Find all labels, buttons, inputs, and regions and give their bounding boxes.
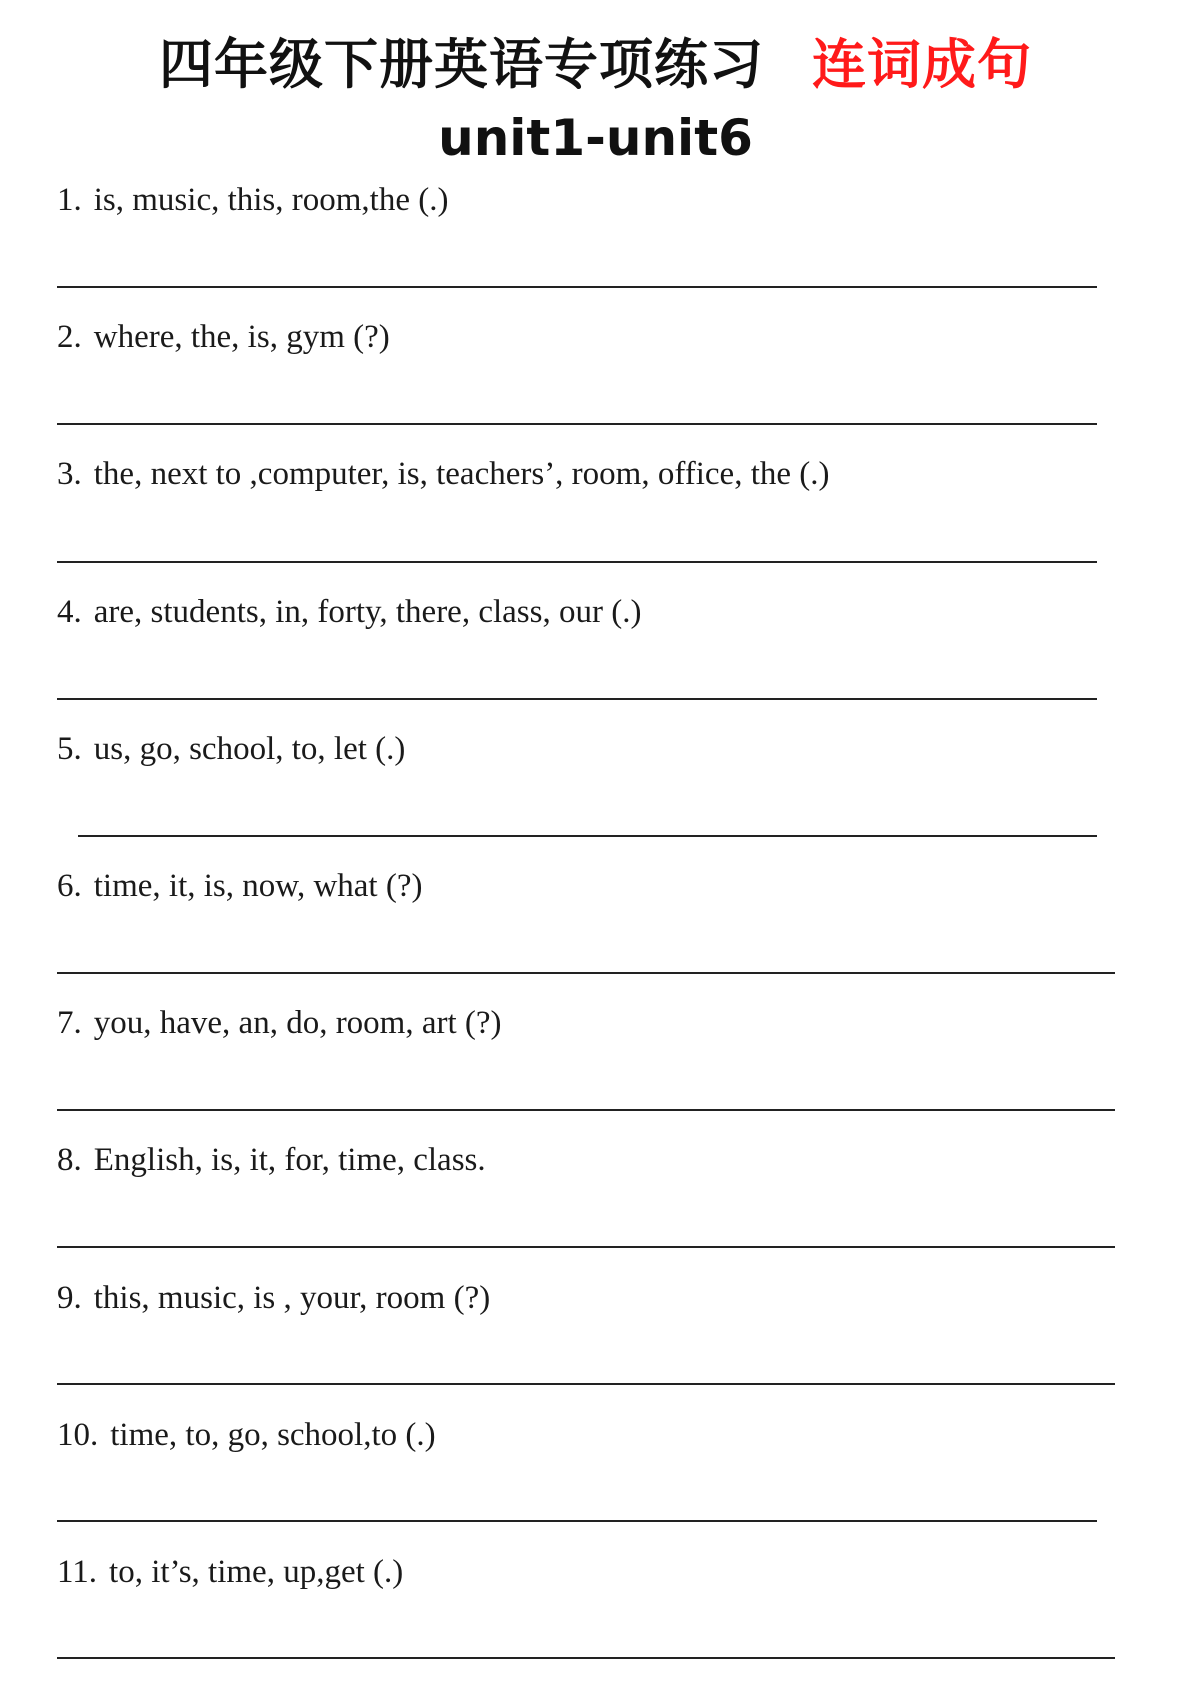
question-number: 6. [57,868,82,904]
question-2 [57,317,390,357]
answer-line-5[interactable] [78,835,1097,837]
answer-line-4[interactable] [57,698,1097,700]
answer-line-2[interactable] [57,423,1097,425]
question-number: 7. [57,1005,82,1041]
question-10 [57,1415,436,1455]
page-subtitle: unit1-unit6 [438,109,753,167]
answer-line-3[interactable] [57,561,1097,563]
question-number: 4. [57,594,82,630]
answer-line-6[interactable] [57,972,1115,974]
question-number: 5. [57,731,82,767]
question-5 [57,729,405,769]
question-4 [57,592,641,632]
question-number: 8. [57,1142,82,1178]
question-text: is, music, this, room,the (.) [93,182,449,218]
answer-line-11[interactable] [57,1657,1115,1659]
title-accent-text: 连词成句 [812,33,1032,96]
answer-line-8[interactable] [57,1246,1115,1248]
question-text: where, the, is, gym (?) [93,319,390,355]
question-text: time, it, is, now, what (?) [93,868,423,904]
question-number: 2. [57,319,82,355]
question-text: to, it’s, time, up,get (.) [109,1554,404,1590]
question-7 [57,1003,502,1043]
question-11 [57,1552,403,1592]
page-title [0,30,1191,100]
title-main-text: 四年级下册英语专项练习 [159,33,764,96]
question-number: 10. [57,1417,99,1453]
question-number: 11. [57,1554,98,1590]
answer-line-7[interactable] [57,1109,1115,1111]
question-6 [57,866,422,906]
question-text: this, music, is , your, room (?) [93,1280,491,1316]
answer-line-9[interactable] [57,1383,1115,1385]
answer-line-10[interactable] [57,1520,1097,1522]
question-3 [57,454,829,494]
question-text: time, to, go, school,to (.) [110,1417,436,1453]
question-9 [57,1278,490,1318]
question-text: English, is, it, for, time, class. [93,1142,486,1178]
question-number: 1. [57,182,82,218]
answer-line-1[interactable] [57,286,1097,288]
question-text: the, next to ,computer, is, teachers’, room, office, the (.) [93,456,830,492]
question-text: are, students, in, forty, there, class, our (.) [93,594,642,630]
question-text: us, go, school, to, let (.) [93,731,406,767]
question-text: you, have, an, do, room, art (?) [93,1005,502,1041]
question-number: 3. [57,456,82,492]
question-1 [57,180,448,220]
question-8 [57,1140,486,1180]
question-number: 9. [57,1280,82,1316]
